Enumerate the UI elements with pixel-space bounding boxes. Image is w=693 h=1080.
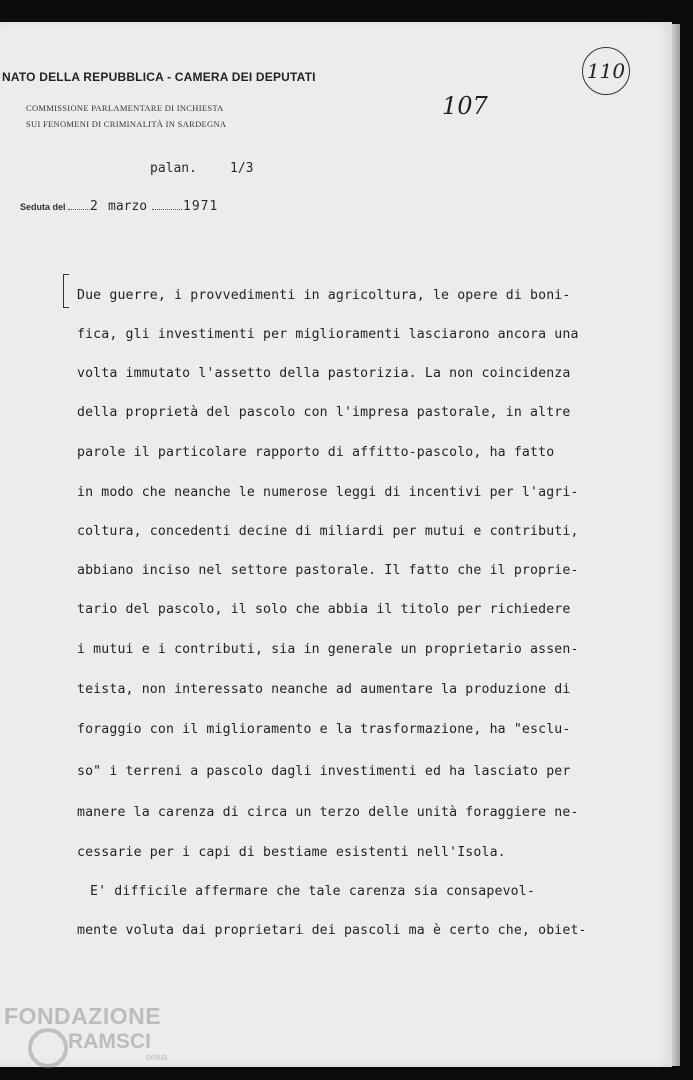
document-page — [0, 22, 672, 1067]
session-month: marzo — [108, 199, 148, 214]
watermark-line-1: FONDAZIONE — [4, 1003, 162, 1029]
session-day: 2 — [90, 199, 98, 214]
watermark-small: onlus — [146, 1052, 168, 1062]
dotted-line — [152, 209, 182, 210]
body-line: cessarie per i capi di bestiame esistenti nell'Isola. — [77, 845, 506, 860]
circled-page-number — [582, 47, 630, 95]
body-line: volta immutato l'assetto della pastorizia. La non coincidenza — [77, 366, 571, 381]
body-line: parole il particolare rapporto di affitto-pascolo, ha fatto — [77, 445, 555, 460]
body-line: manere la carenza di circa un terzo delle unità foraggiere ne- — [77, 805, 579, 820]
body-line: mente voluta dai proprietari dei pascoli ma è certo che, obiet- — [77, 923, 587, 938]
paragraph-bracket — [63, 274, 69, 308]
session-label: Seduta del — [20, 202, 66, 212]
session-year: 1971 — [183, 199, 219, 214]
body-line: teista, non interessato neanche ad aumentare la produzione di — [77, 682, 571, 697]
body-line: della proprietà del pascolo con l'impresa pastorale, in altre — [77, 405, 571, 420]
body-line: Due guerre, i provvedimenti in agricoltura, le opere di boni- — [77, 288, 571, 303]
watermark-line-2: RAMSCI — [68, 1030, 151, 1053]
circled-number-text: 110 — [586, 59, 626, 83]
body-line: so" i terreni a pascolo dagli investimenti ed ha lasciato per — [77, 764, 571, 779]
body-line: foraggio con il miglioramento e la trasformazione, ha "esclu- — [77, 722, 571, 737]
dotted-line — [68, 209, 90, 210]
body-line: E' difficile affermare che tale carenza sia consapevol- — [90, 884, 535, 899]
body-line: fica, gli investimenti per miglioramenti lasciarono ancora una — [77, 327, 579, 342]
body-line: coltura, concedenti decine di miliardi per mutui e contributi, — [77, 524, 579, 539]
watermark-g-logo — [28, 1028, 68, 1068]
commission-line-2: SUI FENOMENI DI CRIMINALITÀ IN SARDEGNA — [26, 119, 227, 129]
document-code: palan. — [150, 161, 197, 176]
body-line: in modo che neanche le numerose leggi di incentivi per l'agri- — [77, 485, 579, 500]
document-page-ref: 1/3 — [230, 161, 254, 176]
body-line: abbiano inciso nel settore pastorale. Il fatto che il proprie- — [77, 563, 579, 578]
body-line: i mutui e i contributi, sia in generale un proprietario assen- — [77, 642, 579, 657]
letterhead-title: NATO DELLA REPUBBLICA - CAMERA DEI DEPUTATI — [2, 70, 316, 84]
body-line: tario del pascolo, il solo che abbia il titolo per richiedere — [77, 602, 571, 617]
commission-line-1: COMMISSIONE PARLAMENTARE DI INCHIESTA — [26, 103, 224, 113]
handwritten-number: 107 — [442, 92, 488, 120]
